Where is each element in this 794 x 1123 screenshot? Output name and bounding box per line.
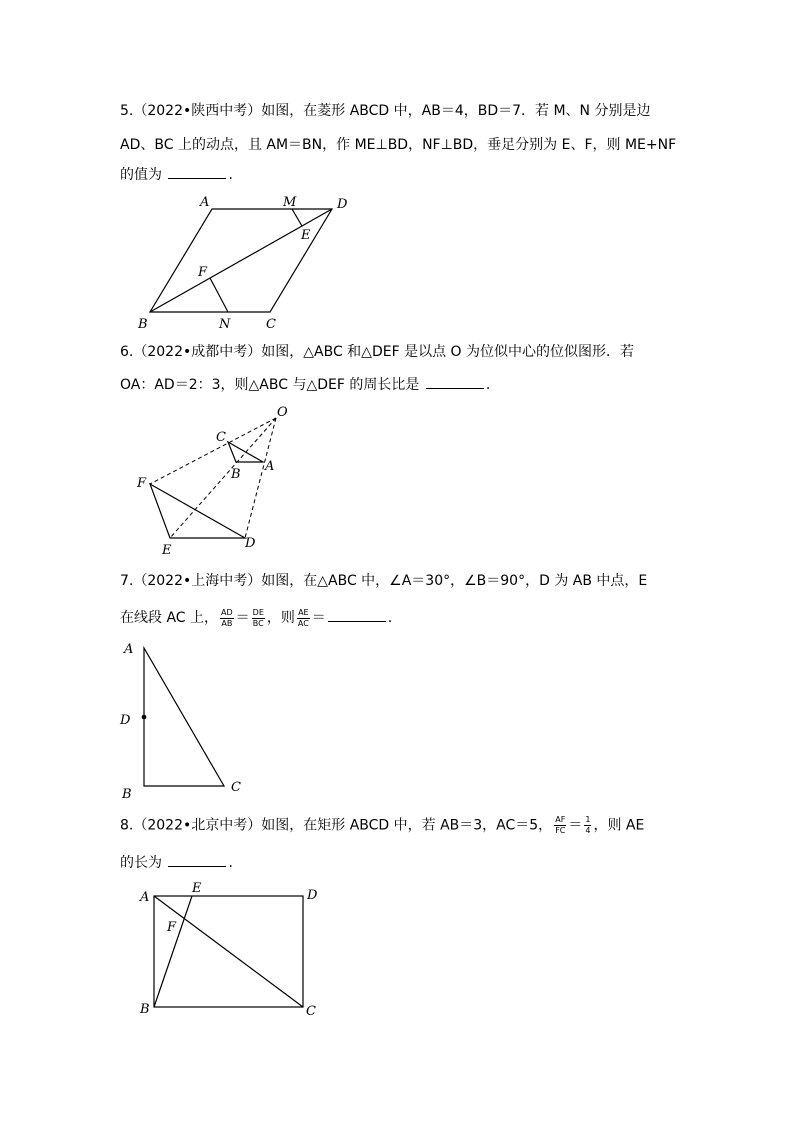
- q7-eq2: ＝: [311, 610, 326, 626]
- q5-line-3-post: .: [228, 167, 233, 183]
- q7-line-2-pre: 在线段 AC 上，: [120, 610, 219, 626]
- q7-label-c: C: [231, 780, 241, 795]
- q5-line-2: AD、BC 上的动点，且 AM＝BN，作 ME⊥BD，NF⊥BD，垂足分别为 E、F，则 ME+NF: [120, 137, 677, 153]
- q5-line-3-pre: 的值为: [120, 167, 162, 183]
- q8-frac2-den: 4: [585, 826, 591, 835]
- q5-label-c: C: [266, 317, 276, 332]
- q6-line-2-post: .: [485, 377, 491, 393]
- q7-eq: ＝: [235, 610, 250, 626]
- q8-eq: ＝: [568, 817, 583, 834]
- q6-label-b: B: [231, 467, 241, 482]
- q6-label-o: O: [277, 405, 288, 420]
- q7-frac1-num: AD: [221, 607, 233, 617]
- q7-mid: ，则: [266, 610, 295, 626]
- q8-label-d: D: [307, 888, 318, 903]
- q7-label-d: D: [120, 713, 131, 728]
- q8-frac2-num: 1: [585, 815, 591, 824]
- q8-label-a: A: [140, 890, 150, 905]
- q8-label-b: B: [140, 1002, 150, 1017]
- q8-line-2-post: .: [228, 855, 233, 871]
- q5-label-m: M: [283, 195, 297, 210]
- q7-frac3-num: AE: [298, 607, 309, 617]
- q6-line-1: 6.（2022•成都中考）如图，△ABC 和△DEF 是以点 O 为位似中心的位似图形．若: [120, 344, 634, 360]
- q8-diagonal-ac: [154, 896, 303, 1007]
- q8-line-2-pre: 的长为: [120, 855, 162, 871]
- q6-label-e: E: [162, 543, 172, 558]
- q6-label-c: C: [216, 430, 226, 445]
- q8-segment-be: [154, 896, 192, 1007]
- q8-line-1-post: ，则 AE: [593, 817, 645, 834]
- q7-frac1-den: AB: [221, 618, 233, 628]
- q8-label-f: F: [167, 920, 177, 935]
- q6-label-f: F: [137, 476, 147, 491]
- q8-label-c: C: [306, 1004, 316, 1019]
- q5-label-d: D: [337, 197, 348, 212]
- q6-label-d: D: [245, 536, 256, 551]
- q7-line-1: 7.（2022•上海中考）如图，在△ABC 中，∠A＝30°，∠B＝90°，D 为 AB 中点，E: [120, 573, 648, 589]
- q7-line-2-post: .: [387, 610, 393, 626]
- q8-frac1-num: AF: [555, 815, 566, 824]
- q6-label-a: A: [265, 459, 275, 474]
- q6-line-2-pre: OA：AD＝2：3，则△ABC 与△DEF 的周长比是: [120, 377, 420, 393]
- q8-frac1-den: FC: [555, 826, 566, 835]
- q7-label-a: A: [124, 642, 134, 657]
- q5-label-b: B: [138, 317, 148, 332]
- q8-line-1-pre: 8.（2022•北京中考）如图，在矩形 ABCD 中，若 AB＝3，AC＝5，: [120, 817, 553, 834]
- q5-label-f: F: [198, 265, 208, 280]
- q7-frac3-den: AC: [297, 618, 309, 628]
- q7-frac2-num: DE: [252, 607, 264, 617]
- q5-label-n: N: [219, 317, 231, 332]
- q5-line-1: 5.（2022•陕西中考）如图，在菱形 ABCD 中，AB＝4，BD＝7．若 M、N 分别是边: [120, 103, 651, 119]
- q5-label-a: A: [200, 195, 210, 210]
- q7-frac2-den: BC: [252, 618, 264, 628]
- q5-label-e: E: [301, 228, 311, 243]
- q7-label-b: B: [122, 787, 132, 802]
- q8-label-e: E: [192, 881, 202, 896]
